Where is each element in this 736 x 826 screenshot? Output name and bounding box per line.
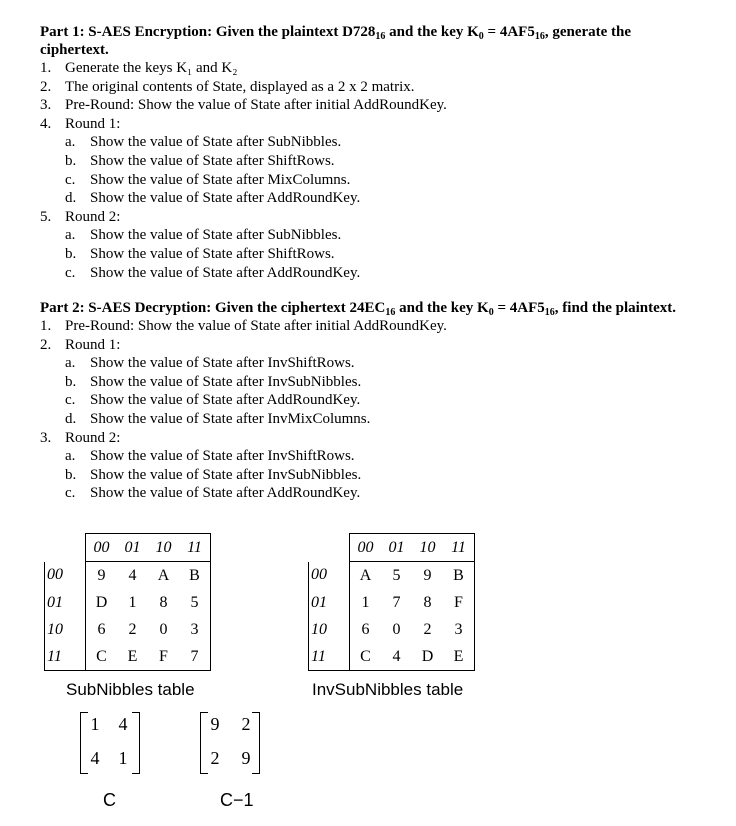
table-cell: E — [117, 643, 148, 671]
part1-list — [40, 59, 700, 282]
sub-item-label: a. — [65, 448, 76, 465]
table-cell: C — [86, 643, 118, 671]
sub-item-label: b. — [65, 466, 77, 483]
table-cell: 2 — [423, 620, 432, 638]
sub-list-item — [65, 189, 700, 208]
sub-list — [65, 447, 700, 503]
sub-item-label: d. — [65, 410, 77, 427]
column-header: 10 — [412, 534, 443, 562]
matrix-c-cell: 1 — [90, 714, 100, 734]
item-number: 2. — [40, 78, 52, 95]
table-cell: 4 — [128, 566, 137, 584]
item-text: Round 2: — [65, 429, 121, 446]
table-corner — [45, 534, 86, 562]
sub-list — [65, 226, 700, 282]
table-cell: E — [443, 643, 475, 671]
table-cell: 9 — [423, 566, 432, 584]
table-cell: 9 — [97, 566, 106, 584]
row-header: 01 — [45, 589, 86, 616]
subnibbles-caption: SubNibbles table — [66, 680, 195, 699]
table-corner — [309, 534, 350, 562]
column-header: 01 — [381, 534, 412, 562]
sub-item-text: Show the value of State after ShiftRows. — [90, 245, 335, 262]
table-cell: B — [179, 562, 211, 590]
table-row — [45, 589, 211, 616]
sub-item-text: Show the value of State after AddRoundKey. — [90, 264, 361, 281]
table-row — [309, 562, 475, 590]
sub-item-text: Show the value of State after SubNibbles. — [90, 227, 342, 244]
table-cell: 3 — [179, 616, 211, 643]
sub-list-wrapper — [40, 354, 700, 428]
list-item — [40, 78, 700, 97]
invsubnibbles-caption: InvSubNibbles table — [312, 680, 464, 699]
part1-title: Part 1: S-AES Encryption: Given the plaintext $D728_{16}$ and the key $K_0 = 4AF5_{16}$, generate the ciphertext. — [40, 24, 632, 58]
matrix-c-cell: 4 — [90, 748, 100, 768]
list-item — [40, 317, 700, 336]
sub-item-label: d. — [65, 190, 77, 207]
sub-item-label: b. — [65, 245, 77, 262]
sub-list-wrapper — [40, 226, 700, 282]
sub-list — [65, 133, 700, 207]
sub-list-item — [65, 152, 700, 171]
sub-list-item — [65, 226, 700, 245]
item-number: 5. — [40, 208, 52, 225]
column-header: 00 — [350, 534, 382, 562]
sub-item-label: c. — [65, 264, 76, 281]
sub-list-item — [65, 264, 700, 283]
column-header: 11 — [443, 534, 475, 562]
item-text: Round 1: — [65, 115, 121, 132]
part2-title: Part 2: S-AES Decryption: Given the ciphertext $24EC_{16}$ and the key $K_0 = 4AF5_{16}$, find the plaintext. — [40, 300, 677, 318]
list-item — [40, 59, 700, 78]
table-cell: 7 — [392, 593, 401, 611]
matrix-c-inverse — [200, 712, 260, 774]
table-cell: 3 — [443, 616, 475, 643]
sub-list-item — [65, 354, 700, 373]
sub-item-label: c. — [65, 171, 76, 188]
part2-list — [40, 317, 700, 503]
sub-list-item — [65, 133, 700, 152]
table-cell: 7 — [179, 643, 211, 671]
row-header: 00 — [45, 562, 86, 590]
sub-list-item — [65, 410, 700, 429]
sub-item-label: a. — [65, 355, 76, 372]
sub-item-text: Show the value of State after ShiftRows. — [90, 152, 335, 169]
sub-list-item — [65, 466, 700, 485]
row-header: 11 — [45, 643, 86, 671]
list-item — [40, 429, 700, 448]
item-number: 3. — [40, 429, 52, 446]
invsubnibbles-table — [308, 533, 475, 671]
sub-list — [65, 354, 700, 428]
item-number: 4. — [40, 115, 52, 132]
subnibbles-table — [44, 533, 211, 671]
table-cell: B — [443, 562, 475, 590]
sub-list-item — [65, 447, 700, 466]
row-header: 00 — [309, 562, 350, 590]
table-cell: C — [350, 643, 382, 671]
column-header: 01 — [117, 534, 148, 562]
table-cell: 1 — [128, 593, 137, 611]
table-cell: A — [359, 566, 372, 584]
column-header: 10 — [148, 534, 179, 562]
sub-item-label: b. — [65, 373, 77, 390]
item-text: Round 2: — [65, 208, 121, 225]
row-header: 11 — [309, 643, 350, 671]
matrix-cinv-cell: 2 — [241, 714, 251, 734]
sub-item-label: b. — [65, 152, 77, 169]
matrix-cinv-cell: 9 — [210, 714, 220, 734]
matrix-c-label: C — [103, 790, 116, 810]
list-item — [40, 208, 700, 227]
sub-item-label: c. — [65, 485, 76, 502]
list-item — [40, 115, 700, 134]
matrix-c-cell: 1 — [118, 748, 128, 768]
item-text: Round 1: — [65, 336, 121, 353]
matrix-c-inverse-label: C−1 — [220, 790, 254, 810]
sub-item-text: Show the value of State after InvSubNibbles. — [90, 466, 362, 483]
table-cell: 8 — [423, 593, 432, 611]
table-cell: 0 — [159, 620, 168, 638]
item-text: The original contents of State, displayed as a 2 x 2 matrix. — [65, 78, 415, 95]
column-header: 11 — [179, 534, 211, 562]
sub-item-label: c. — [65, 392, 76, 409]
table-cell: 5 — [392, 566, 401, 584]
item-number: 3. — [40, 97, 52, 114]
item-number: 1. — [40, 60, 52, 76]
list-item — [40, 96, 700, 115]
item-number: 1. — [40, 318, 52, 334]
sub-item-text: Show the value of State after SubNibbles. — [90, 134, 342, 151]
table-row — [309, 589, 475, 616]
table-cell: 8 — [159, 593, 168, 611]
sub-list-wrapper — [40, 447, 700, 503]
row-header: 10 — [309, 616, 350, 643]
table-cell: 6 — [361, 620, 370, 638]
sub-item-text: Show the value of State after InvSubNibbles. — [90, 373, 362, 390]
table-row — [45, 643, 211, 671]
row-header: 01 — [309, 589, 350, 616]
sub-list-item — [65, 373, 700, 392]
part1-section — [40, 23, 700, 282]
table-cell: F — [148, 643, 179, 671]
item-text: Generate the keys K₁ and K₂ — [65, 60, 238, 76]
table-cell: D — [95, 593, 108, 611]
sub-item-text: Show the value of State after MixColumns. — [90, 171, 351, 188]
item-text: Pre-Round: Show the value of State after initial AddRoundKey. — [65, 97, 447, 114]
table-cell: 2 — [128, 620, 137, 638]
column-header: 00 — [86, 534, 118, 562]
matrix-cinv-cell: 9 — [241, 748, 251, 768]
table-cell: 5 — [179, 589, 211, 616]
sub-list-item — [65, 171, 700, 190]
table-cell: 1 — [361, 593, 370, 611]
item-text: Pre-Round: Show the value of State after initial AddRoundKey. — [65, 318, 447, 334]
matrix-c-cell: 4 — [118, 714, 128, 734]
table-row — [309, 643, 475, 671]
matrix-cinv-cell: 2 — [210, 748, 220, 768]
matrix-c — [80, 712, 140, 774]
item-number: 2. — [40, 336, 52, 353]
table-cell: F — [443, 589, 475, 616]
sub-item-text: Show the value of State after InvMixColumns. — [90, 410, 371, 427]
list-item — [40, 336, 700, 355]
sub-item-text: Show the value of State after InvShiftRows. — [90, 355, 355, 372]
part2-section — [40, 299, 700, 503]
sub-list-item — [65, 245, 700, 264]
sub-item-text: Show the value of State after InvShiftRows. — [90, 448, 355, 465]
table-cell: D — [412, 643, 443, 671]
table-cell: 4 — [381, 643, 412, 671]
table-row — [45, 616, 211, 643]
sub-list-item — [65, 484, 700, 503]
sub-item-label: a. — [65, 134, 76, 151]
table-row — [309, 616, 475, 643]
sub-list-wrapper — [40, 133, 700, 207]
row-header: 10 — [45, 616, 86, 643]
sub-item-text: Show the value of State after AddRoundKey. — [90, 392, 361, 409]
table-cell: A — [157, 566, 170, 584]
table-row — [45, 562, 211, 590]
sub-item-text: Show the value of State after AddRoundKey. — [90, 485, 361, 502]
sub-list-item — [65, 391, 700, 410]
sub-item-label: a. — [65, 227, 76, 244]
table-cell: 0 — [392, 620, 401, 638]
table-cell: 6 — [97, 620, 106, 638]
sub-item-text: Show the value of State after AddRoundKey. — [90, 190, 361, 207]
